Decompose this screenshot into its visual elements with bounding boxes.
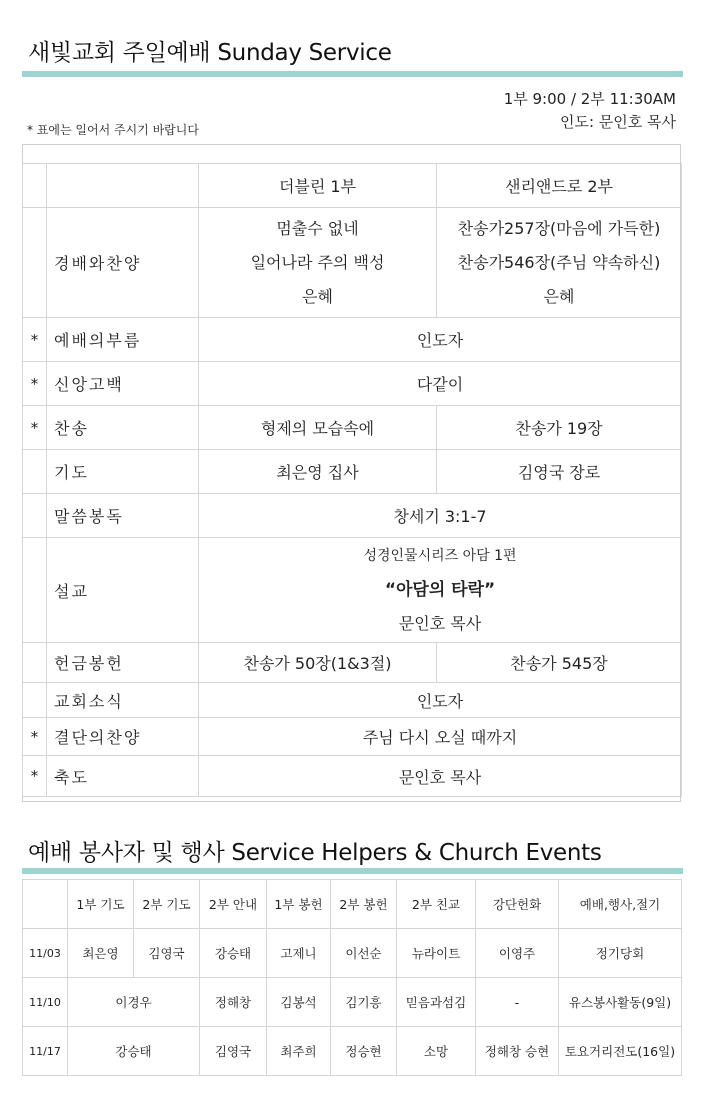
column-header: 예배,행사,절기: [559, 880, 682, 929]
sermon-preacher: 문인호 목사: [398, 614, 482, 633]
helpers-underline: [22, 868, 683, 874]
empty-cell: [23, 164, 47, 208]
order-label: 예배의부름: [47, 318, 199, 362]
date-cell: 11/03: [23, 929, 68, 978]
helpers-title: 예배 봉사자 및 행사 Service Helpers & Church Events: [28, 840, 602, 866]
first-service-value: 최은영 집사: [199, 450, 437, 494]
column-header: 1부 기도: [68, 880, 134, 929]
standing-mark: [23, 683, 47, 718]
sermon-cell: [199, 538, 682, 643]
helpers-row: [23, 1027, 682, 1076]
standing-mark: [23, 208, 47, 318]
event-cell: 정기당회: [559, 929, 682, 978]
order-row-offering: [23, 643, 682, 683]
second-service-songs: [437, 208, 682, 318]
second-service-value: 김영국 장로: [437, 450, 682, 494]
order-label: 말씀봉독: [47, 494, 199, 538]
standing-mark: [23, 643, 47, 683]
order-value: 다같이: [199, 362, 682, 406]
order-label: 경배와찬양: [47, 208, 199, 318]
order-row-call-to-worship: [23, 318, 682, 362]
order-label: 기도: [47, 450, 199, 494]
order-value: 문인호 목사: [199, 756, 682, 797]
standing-mark: *: [23, 756, 47, 797]
sermon-series: 성경인물시리즈 아담 1편: [363, 548, 517, 564]
song: 멈출수 없네: [276, 218, 359, 238]
first-service-songs: [199, 208, 437, 318]
event-cell: 토요거리전도(16일): [559, 1027, 682, 1076]
order-value: 창세기 3:1-7: [199, 494, 682, 538]
column-header: 2부 기도: [134, 880, 200, 929]
service-time: 1부 9:00 / 2부 11:30AM: [503, 90, 676, 108]
column-header: 2부 친교: [397, 880, 476, 929]
helper-cell: 이경우: [68, 978, 200, 1027]
standing-mark: [23, 494, 47, 538]
order-row-benediction: [23, 756, 682, 797]
helper-cell: 정승현: [331, 1027, 397, 1076]
helper-cell: 이영주: [476, 929, 559, 978]
empty-cell: [47, 164, 199, 208]
helpers-row: [23, 978, 682, 1027]
order-row-hymn: [23, 406, 682, 450]
helper-cell: 정해창 승현: [476, 1027, 559, 1076]
order-label: 결단의찬양: [47, 718, 199, 756]
song: 은혜: [543, 286, 575, 306]
empty-cell: [23, 880, 68, 929]
first-service-value: 찬송가 50장(1&3절): [199, 643, 437, 683]
order-header-row: [23, 164, 682, 208]
order-label: 신앙고백: [47, 362, 199, 406]
order-label: 교회소식: [47, 683, 199, 718]
second-service-value: 찬송가 19장: [437, 406, 682, 450]
column-header: 강단헌화: [476, 880, 559, 929]
second-service-header: 샌리앤드로 2부: [437, 164, 682, 208]
order-label: 헌금봉헌: [47, 643, 199, 683]
service-leader: 인도: 문인호 목사: [559, 113, 676, 131]
column-header: 2부 안내: [200, 880, 267, 929]
order-value: 인도자: [199, 683, 682, 718]
helper-cell: 이선순: [331, 929, 397, 978]
event-cell: 유스봉사활동(9일): [559, 978, 682, 1027]
helpers-row: [23, 929, 682, 978]
order-label: 축도: [47, 756, 199, 797]
helper-cell: 믿음과섬김: [397, 978, 476, 1027]
helpers-header-row: [23, 880, 682, 929]
service-title: 새빛교회 주일예배 Sunday Service: [28, 40, 392, 66]
helper-cell: 강승태: [200, 929, 267, 978]
sermon-title: “아담의 타락”: [384, 580, 496, 600]
order-row-scripture: [23, 494, 682, 538]
standing-mark: [23, 538, 47, 643]
order-of-worship-table: [22, 163, 682, 797]
helper-cell: 소망: [397, 1027, 476, 1076]
standing-mark: [23, 450, 47, 494]
standing-mark: *: [23, 318, 47, 362]
order-value: 인도자: [199, 318, 682, 362]
date-cell: 11/10: [23, 978, 68, 1027]
song: 일어나라 주의 백성: [250, 252, 385, 272]
order-row-response-hymn: [23, 718, 682, 756]
order-label: 설교: [47, 538, 199, 643]
helpers-table: [22, 879, 682, 1076]
helper-cell: 김영국: [134, 929, 200, 978]
helper-cell: 강승태: [68, 1027, 200, 1076]
date-cell: 11/17: [23, 1027, 68, 1076]
helper-cell: -: [476, 978, 559, 1027]
first-service-value: 형제의 모습속에: [199, 406, 437, 450]
order-label: 찬송: [47, 406, 199, 450]
order-row-creed: [23, 362, 682, 406]
first-service-header: 더블린 1부: [199, 164, 437, 208]
standing-note: * 표에는 일어서 주시기 바랍니다: [27, 123, 199, 137]
standing-mark: *: [23, 406, 47, 450]
second-service-value: 찬송가 545장: [437, 643, 682, 683]
helper-cell: 김봉석: [267, 978, 331, 1027]
title-underline: [22, 71, 683, 77]
helper-cell: 최주희: [267, 1027, 331, 1076]
column-header: 2부 봉헌: [331, 880, 397, 929]
order-value: 주님 다시 오실 때까지: [199, 718, 682, 756]
order-row-sermon: [23, 538, 682, 643]
column-header: 1부 봉헌: [267, 880, 331, 929]
helper-cell: 김기흥: [331, 978, 397, 1027]
helper-cell: 김영국: [200, 1027, 267, 1076]
order-row-announcements: [23, 683, 682, 718]
song: 은혜: [302, 286, 333, 306]
song: 찬송가257장(마음에 가득한): [457, 218, 661, 238]
helper-cell: 고제니: [267, 929, 331, 978]
standing-mark: *: [23, 718, 47, 756]
helper-cell: 정해창: [200, 978, 267, 1027]
order-row-prayer: [23, 450, 682, 494]
helper-cell: 최은영: [68, 929, 134, 978]
helper-cell: 뉴라이트: [397, 929, 476, 978]
order-row-praise: [23, 208, 682, 318]
song: 찬송가546장(주님 약속하신): [457, 252, 661, 272]
standing-mark: *: [23, 362, 47, 406]
